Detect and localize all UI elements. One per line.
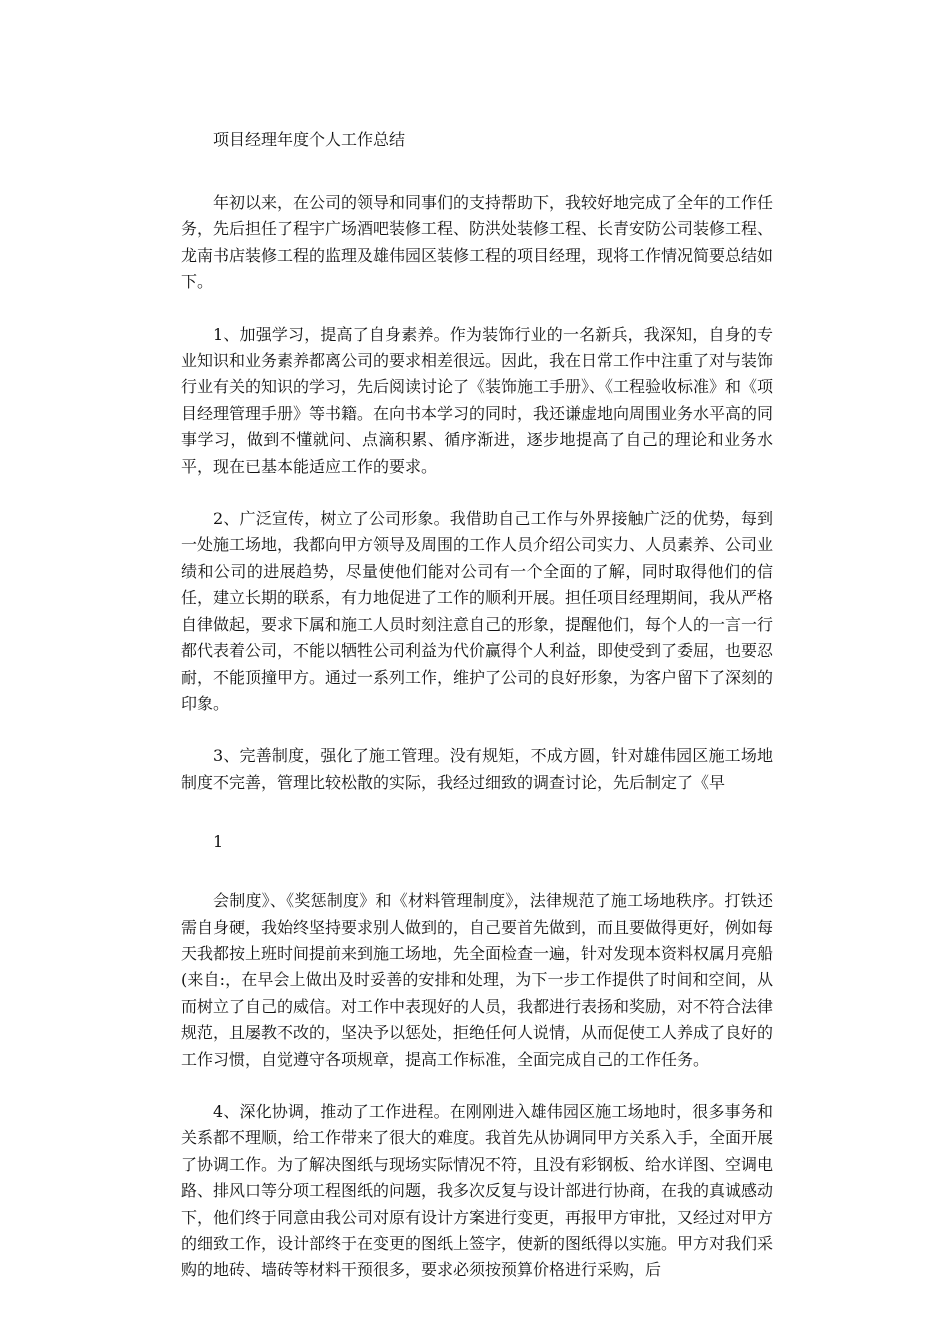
- spacer: [181, 717, 773, 743]
- paragraph-section-3-continued: 会制度》、《奖惩制度》和《材料管理制度》，法律规范了施工场地秩序。打铁还需自身硬，我始终坚持要求别人做到的，自己要首先做到，而且要做得更好，例如每天我都按上班时间提前来到施工场地，先全面检查一遍，针对发现本资料权属月亮船(来自:，在早会上做出及时妥善的安排和处理，为下一步工作提供了时间和空间，从而树立了自己的威信。对工作中表现好的人员，我都进行表扬和奖励，对不符合法律规范，且屡教不改的，坚决予以惩处，拒绝任何人说情，从而促使工人养成了良好的工作习惯，自觉遵守各项规章，提高工作标准，全面完成自己的工作任务。: [181, 891, 774, 1069]
- spacer: [181, 480, 773, 506]
- document-page: [181, 118, 773, 1284]
- document-title: 项目经理年度个人工作总结: [213, 130, 406, 149]
- paragraph-section-1: 1、加强学习，提高了自身素养。作为装饰行业的一名新兵，我深知，自身的专业知识和业务素养都离公司的要求相差很远。因此，我在日常工作中注重了对与装饰行业有关的知识的学习，先后阅读讨论了《装饰施工手册》、《工程验收标准》和《项目经理管理手册》等书籍。在向书本学习的同时，我还谦虚地向周围业务水平高的同事学习，做到不懂就问、点滴积累、循序渐进，逐步地提高了自己的理论和业务水平，现在已基本能适应工作的要求。: [181, 324, 774, 476]
- paragraph-section-3: 3、完善制度，强化了施工管理。没有规矩，不成方圆，针对雄伟园区施工场地制度不完善，管理比较松散的实际，我经过细致的调查讨论，先后制定了《早: [181, 746, 773, 792]
- paragraph-section-4: 4、深化协调，推动了工作进程。在刚刚进入雄伟园区施工场地时，很多事务和关系都不理顺，给工作带来了很大的难度。我首先从协调同甲方关系入手，全面开展了协调工作。为了解决图纸与现场实际情况不符，且没有彩钢板、给水详图、空调电路、排风口等分项工程图纸的问题，我多次反复与设计部进行协商，在我的真诚感动下，他们终于同意由我公司对原有设计方案进行变更，再报甲方审批，又经过对甲方的细致工作，设计部终于在变更的图纸上签字，使新的图纸得以实施。甲方对我们采购的地砖、墙砖等材料干预很多，要求必须按预算价格进行采购，后: [181, 1101, 774, 1280]
- paragraph-section-2: 2、广泛宣传，树立了公司形象。我借助自己工作与外界接触广泛的优势，每到一处施工场地，我都向甲方领导及周围的工作人员介绍公司实力、人员素养、公司业绩和公司的进展趋势，尽量使他们能对公司有一个全面的了解，同时取得他们的信任，建立长期的联系，有力地促进了工作的顺利开展。担任项目经理期间，我从严格自律做起，要求下属和施工人员时刻注意自己的形象，提醒他们，每个人的一言一行都代表着公司，不能以牺牲公司利益为代价赢得个人利益，即使受到了委屈，也要忍耐，不能顶撞甲方。通过一系列工作，维护了公司的良好形象，为客户留下了深刻的印象。: [181, 509, 774, 713]
- spacer: [181, 296, 773, 322]
- page-number: 1: [213, 832, 224, 852]
- spacer: [181, 1073, 773, 1099]
- paragraph-intro: 年初以来，在公司的领导和同事们的支持帮助下，我较好地完成了全年的工作任务，先后担任了程宇广场酒吧装修工程、防洪处装修工程、长青安防公司装修工程、龙南书店装修工程的监理及雄伟园区装修工程的项目经理，现将工作情况简要总结如下。: [181, 193, 774, 292]
- spacer: [181, 152, 773, 190]
